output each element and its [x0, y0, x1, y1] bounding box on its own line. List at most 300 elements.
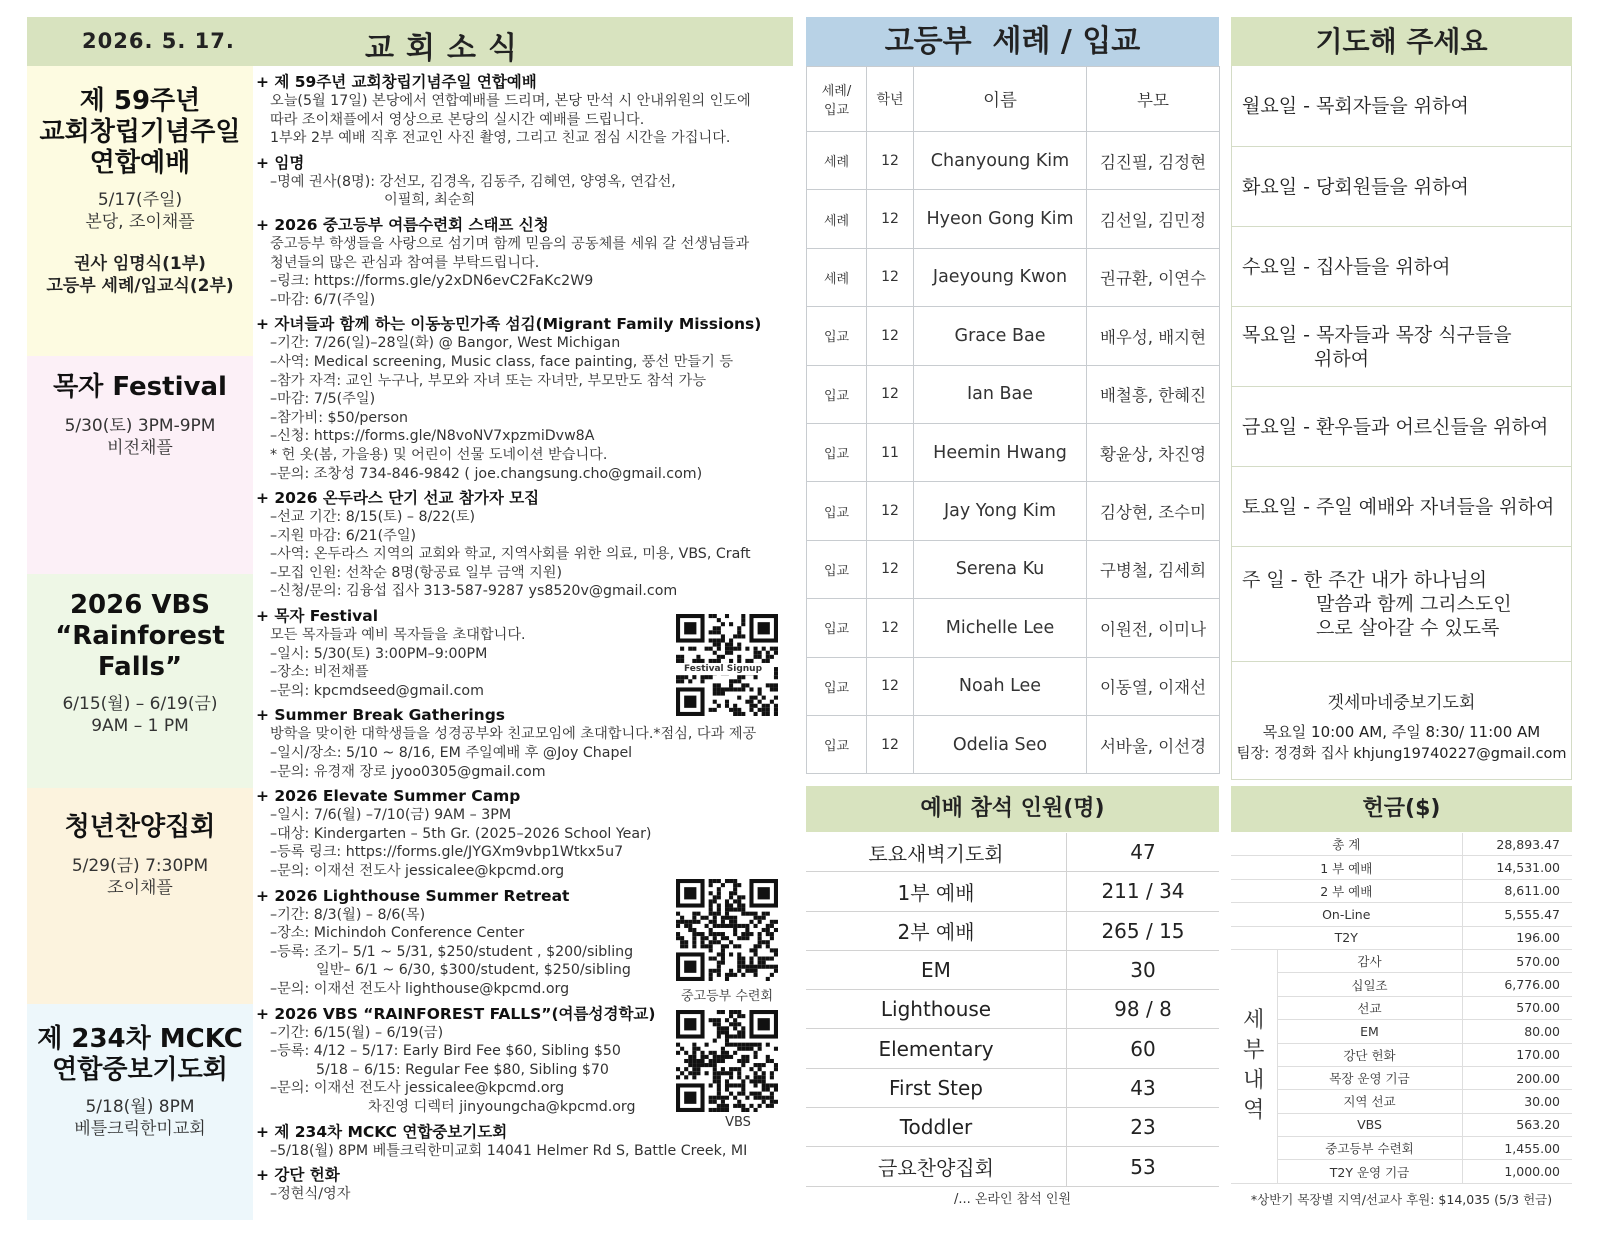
- qr-module: [733, 883, 737, 887]
- qr-module: [688, 679, 692, 683]
- qr-module: [774, 948, 778, 952]
- qr-module: [713, 1067, 717, 1071]
- qr-module: [684, 1075, 688, 1079]
- qr-module: [692, 1047, 696, 1051]
- offering-detail-row: [1231, 949, 1572, 972]
- baptism-row: [807, 482, 1220, 540]
- qr-module: [692, 647, 696, 651]
- qr-module: [749, 948, 753, 952]
- qr-module: [745, 1108, 749, 1112]
- baptism-cell: 12: [867, 657, 914, 715]
- qr-module: [725, 908, 729, 912]
- qr-module: [713, 920, 717, 924]
- qr-module: [733, 1026, 737, 1030]
- offering-detail-label: 십일조: [1277, 973, 1462, 996]
- qr-module: [741, 961, 745, 965]
- qr-module: [676, 1051, 680, 1055]
- qr-module: [749, 920, 753, 924]
- prayer-line: 월요일 - 목회자들을 위하여: [1242, 95, 1469, 117]
- qr-module: [733, 891, 737, 895]
- baptism-cell: 12: [867, 365, 914, 423]
- festival-place: 비전채플: [107, 438, 173, 458]
- qr-module: [754, 1075, 758, 1079]
- qr-module: [737, 1047, 741, 1051]
- baptism-cell: 12: [867, 540, 914, 598]
- baptism-cell: 입교: [807, 657, 867, 715]
- attendance-service: 1부 예배: [806, 872, 1067, 911]
- qr-module: [774, 1083, 778, 1087]
- qr-module: [729, 1071, 733, 1075]
- news-item-line: 1부와 2부 예배 직후 전교인 사진 촬영, 그리고 친교 점심 시간을 가집니다.: [270, 130, 731, 147]
- qr-module: [725, 1104, 729, 1108]
- news-item-line: –일시/장소: 5/10 ~ 8/16, EM 주일예배 후 @Joy Chapel: [270, 745, 633, 762]
- qr-module: [749, 957, 753, 961]
- prayer-item: [1231, 387, 1572, 467]
- qr-module: [737, 1104, 741, 1108]
- qr-module: [741, 895, 745, 899]
- qr-module: [774, 1100, 778, 1104]
- qr-module: [754, 952, 758, 956]
- prayer-item: [1231, 307, 1572, 387]
- qr-module: [717, 1018, 721, 1022]
- sidebar-vbs: [27, 574, 253, 788]
- baptism-cell: Hyeon Gong Kim: [914, 190, 1087, 248]
- qr-module: [725, 899, 729, 903]
- qr-module: [762, 704, 766, 708]
- offering-table: [1231, 833, 1572, 1184]
- news-item-line: –정현식/영자: [270, 1186, 351, 1203]
- news-item-line: –일시: 5/30(토) 3:00PM–9:00PM: [270, 645, 488, 662]
- qr-module: [737, 687, 741, 691]
- news-item-line: 청년들의 많은 관심과 참여를 부탁드립니다.: [270, 254, 540, 271]
- qr-module: [721, 944, 725, 948]
- qr-module: [745, 683, 749, 687]
- baptism-cell: Jaeyoung Kwon: [914, 248, 1087, 306]
- attendance-row: [806, 1068, 1219, 1107]
- qr-module: [696, 1067, 700, 1071]
- qr-module: [717, 879, 721, 883]
- prayer-title: 기도해 주세요: [1315, 25, 1488, 58]
- qr-module: [758, 1047, 762, 1051]
- qr-module: [766, 912, 770, 916]
- qr-module: [709, 614, 713, 618]
- qr-module: [721, 638, 725, 642]
- qr-module: [713, 1096, 717, 1100]
- news-item-line: –사역: 온두라스 지역의 교회와 학교, 지역사회를 위한 의료, 미용, VBS, Craft: [270, 546, 751, 563]
- qr-module: [762, 957, 766, 961]
- baptism-cell: 12: [867, 248, 914, 306]
- offering-row: [1231, 856, 1572, 879]
- qr-finder: [758, 1018, 770, 1030]
- qr-module: [766, 1043, 770, 1047]
- qr-module: [737, 899, 741, 903]
- qr-module: [692, 944, 696, 948]
- qr-module: [676, 675, 680, 679]
- qr-module: [709, 638, 713, 642]
- anniv-date: 5/17(주일): [97, 190, 183, 210]
- qr-finder: [684, 1018, 696, 1030]
- qr-module: [713, 651, 717, 655]
- offering-detail-amount: 30.00: [1462, 1090, 1572, 1113]
- qr-module: [770, 687, 774, 691]
- baptism-header-row: [807, 67, 1220, 132]
- news-item-line: 방학을 맞이한 대학생들을 성경공부와 친교모임에 초대합니다.*점심, 다과 제공: [270, 726, 757, 743]
- qr-module: [717, 1104, 721, 1108]
- qr-module: [729, 903, 733, 907]
- news-item-line: –신청: https://forms.gle/N8voNV7xpzmiDvw8A: [270, 428, 595, 445]
- qr-module: [754, 1071, 758, 1075]
- qr-module: [713, 957, 717, 961]
- offering-label: On-Line: [1231, 903, 1462, 926]
- qr-module: [725, 700, 729, 704]
- qr-module: [774, 683, 778, 687]
- qr-module: [737, 630, 741, 634]
- qr-module: [713, 912, 717, 916]
- qr-module: [725, 973, 729, 977]
- attendance-count: 265 / 15: [1067, 911, 1220, 950]
- sidebar-mckc: [27, 1004, 253, 1220]
- qr-module: [709, 903, 713, 907]
- prayer-item: [1231, 467, 1572, 547]
- qr-module: [692, 1059, 696, 1063]
- qr-module: [741, 924, 745, 928]
- qr-module: [749, 1047, 753, 1051]
- qr-module: [725, 1018, 729, 1022]
- qr-module: [741, 932, 745, 936]
- news-header: [27, 17, 793, 66]
- qr-module: [713, 940, 717, 944]
- qr-module: [737, 1022, 741, 1026]
- qr-module: [721, 883, 725, 887]
- baptism-column-header: 세례/ 입교: [807, 67, 867, 132]
- attendance-row: [806, 833, 1219, 872]
- retreat-qr-code[interactable]: [676, 879, 778, 981]
- offering-detail-side-label: 세 부 내 역: [1231, 949, 1277, 1183]
- qr-module: [680, 1071, 684, 1075]
- qr-module: [741, 1030, 745, 1034]
- qr-module: [717, 952, 721, 956]
- news-item-line: –링크: https://forms.gle/y2xDN6evC2FaKc2W9: [270, 273, 594, 290]
- qr-module: [684, 940, 688, 944]
- qr-module: [729, 1014, 733, 1018]
- baptism-cell: 이동열, 이재선: [1087, 657, 1220, 715]
- qr-module: [754, 647, 758, 651]
- qr-module: [766, 924, 770, 928]
- qr-module: [725, 1071, 729, 1075]
- qr-module: [700, 1055, 704, 1059]
- qr-module: [709, 1018, 713, 1022]
- qr-module: [737, 1100, 741, 1104]
- qr-module: [721, 687, 725, 691]
- qr-module: [762, 1075, 766, 1079]
- attendance-row: [806, 1147, 1219, 1186]
- qr-module: [688, 924, 692, 928]
- qr-module: [729, 1022, 733, 1026]
- qr-module: [717, 903, 721, 907]
- qr-module: [770, 1092, 774, 1096]
- news-item-title: + 2026 온두라스 단기 선교 참가자 모집: [256, 489, 540, 508]
- qr-module: [705, 1071, 709, 1075]
- qr-module: [729, 1092, 733, 1096]
- qr-module: [709, 1100, 713, 1104]
- offering-detail-amount: 570.00: [1462, 996, 1572, 1019]
- qr-module: [754, 1055, 758, 1059]
- qr-module: [754, 1108, 758, 1112]
- qr-module: [762, 1096, 766, 1100]
- baptism-row: [807, 657, 1220, 715]
- qr-module: [680, 675, 684, 679]
- qr-module: [749, 969, 753, 973]
- qr-module: [741, 1043, 745, 1047]
- qr-module: [766, 1059, 770, 1063]
- qr-module: [721, 1067, 725, 1071]
- qr-module: [713, 1100, 717, 1104]
- qr-module: [741, 1079, 745, 1083]
- qr-module: [713, 1071, 717, 1075]
- offering-header: [1231, 786, 1572, 832]
- qr-module: [713, 683, 717, 687]
- qr-module: [709, 1063, 713, 1067]
- qr-module: [754, 675, 758, 679]
- qr-module: [770, 924, 774, 928]
- qr-module: [688, 928, 692, 932]
- qr-module: [766, 651, 770, 655]
- qr-module: [762, 1088, 766, 1092]
- baptism-cell: 입교: [807, 599, 867, 657]
- qr-module: [745, 965, 749, 969]
- qr-module: [737, 1043, 741, 1047]
- offering-title: 헌금($): [1362, 796, 1441, 821]
- qr-module: [774, 647, 778, 651]
- baptism-cell: Jay Yong Kim: [914, 482, 1087, 540]
- qr-module: [729, 916, 733, 920]
- qr-module: [766, 1055, 770, 1059]
- qr-module: [754, 916, 758, 920]
- prayer-header: [1231, 17, 1572, 66]
- news-item: [256, 72, 786, 148]
- vbs-date: 6/15(월) – 6/19(금): [62, 694, 218, 714]
- news-item-line: –모집 인원: 선착순 8명(항공료 일부 금액 지원): [270, 564, 563, 581]
- attendance-count: 43: [1067, 1068, 1220, 1107]
- qr-module: [737, 1030, 741, 1034]
- qr-module: [733, 1096, 737, 1100]
- baptism-row: [807, 540, 1220, 598]
- news-item-line: –신청/문의: 김융섭 집사 313-587-9287 ys8520v@gmail.com: [270, 583, 678, 600]
- news-item-title: + 2026 Lighthouse Summer Retreat: [256, 886, 570, 905]
- qr-module: [749, 932, 753, 936]
- qr-module: [737, 908, 741, 912]
- qr-module: [754, 1079, 758, 1083]
- qr-module: [692, 675, 696, 679]
- news-item: [256, 705, 786, 781]
- qr-module: [717, 1088, 721, 1092]
- baptism-cell: Chanyoung Kim: [914, 132, 1087, 190]
- qr-module: [721, 952, 725, 956]
- qr-module: [729, 638, 733, 642]
- qr-module: [713, 700, 717, 704]
- qr-module: [754, 655, 758, 659]
- baptism-cell: Odelia Seo: [914, 715, 1087, 773]
- bulletin-date: 2026. 5. 17.: [82, 29, 235, 53]
- qr-module: [696, 1047, 700, 1051]
- qr-module: [745, 1075, 749, 1079]
- qr-module: [692, 940, 696, 944]
- qr-module: [713, 1051, 717, 1055]
- festival-time: 5/30(토) 3PM-9PM: [64, 416, 216, 436]
- qr-module: [737, 1083, 741, 1087]
- qr-module: [733, 708, 737, 712]
- qr-module: [713, 1075, 717, 1079]
- offering-detail-amount: 1,455.00: [1462, 1137, 1572, 1160]
- qr-module: [774, 712, 778, 716]
- news-item-line: –명예 권사(8명): 강선모, 김경옥, 김동주, 김혜연, 양영옥, 연갑선,: [270, 173, 676, 190]
- qr-module: [745, 969, 749, 973]
- offering-amount: 14,531.00: [1462, 856, 1572, 879]
- qr-module: [676, 920, 680, 924]
- qr-module: [717, 687, 721, 691]
- offering-detail-label: 중고등부 수련회: [1277, 1137, 1462, 1160]
- qr-module: [721, 1071, 725, 1075]
- qr-module: [729, 940, 733, 944]
- qr-module: [717, 965, 721, 969]
- qr-module: [770, 700, 774, 704]
- qr-module: [741, 712, 745, 716]
- qr-module: [700, 944, 704, 948]
- qr-module: [758, 920, 762, 924]
- qr-module: [737, 965, 741, 969]
- baptism-cell: 입교: [807, 715, 867, 773]
- qr-module: [676, 1067, 680, 1071]
- news-item-line: 5/18 – 6/15: Regular Fee $80, Sibling $70: [316, 1061, 609, 1078]
- qr-module: [741, 1083, 745, 1087]
- qr-module: [758, 916, 762, 920]
- baptism-cell: 12: [867, 482, 914, 540]
- baptism-row: [807, 248, 1220, 306]
- qr-module: [774, 952, 778, 956]
- qr-module: [766, 655, 770, 659]
- news-item-line: –기간: 6/15(월) – 6/19(금): [270, 1024, 444, 1041]
- qr-module: [733, 679, 737, 683]
- news-item-title: + 2026 중고등부 여름수련회 스태프 신청: [256, 215, 549, 234]
- qr-module: [676, 1043, 680, 1047]
- qr-module: [729, 643, 733, 647]
- attendance-count: 30: [1067, 950, 1220, 989]
- qr-module: [709, 928, 713, 932]
- qr-module: [733, 687, 737, 691]
- baptism-cell: 11: [867, 423, 914, 481]
- anniv-title-1: 제 59주년: [79, 86, 201, 116]
- qr-module: [762, 1071, 766, 1075]
- qr-module: [700, 675, 704, 679]
- qr-module: [705, 1043, 709, 1047]
- qr-module: [680, 916, 684, 920]
- prayer-line: 금요일 - 환우들과 어르신들을 위하여: [1242, 415, 1549, 438]
- baptism-cell: 입교: [807, 423, 867, 481]
- qr-module: [745, 1059, 749, 1063]
- qr-module: [676, 924, 680, 928]
- qr-module: [754, 973, 758, 977]
- qr-module: [766, 1083, 770, 1087]
- qr-module: [713, 1059, 717, 1063]
- qr-module: [725, 1034, 729, 1038]
- qr-module: [680, 936, 684, 940]
- attendance-note: /... 온라인 참석 인원: [953, 1192, 1072, 1207]
- qr-module: [709, 948, 713, 952]
- qr-module: [725, 651, 729, 655]
- qr-module: [713, 687, 717, 691]
- qr-module: [774, 651, 778, 655]
- qr-module: [729, 679, 733, 683]
- baptism-column-header: 부모: [1087, 67, 1220, 132]
- news-item-line: 일반– 6/1 ~ 6/30, $300/student, $250/sibling: [316, 962, 631, 979]
- news-item: [256, 1165, 786, 1204]
- qr-module: [717, 1071, 721, 1075]
- qr-module: [688, 647, 692, 651]
- qr-module: [741, 1063, 745, 1067]
- qr-module: [733, 944, 737, 948]
- qr-module: [741, 675, 745, 679]
- qr-module: [721, 920, 725, 924]
- vbs-qr-code[interactable]: [676, 1010, 778, 1112]
- qr-module: [705, 944, 709, 948]
- qr-module: [733, 1010, 737, 1014]
- news-item-line: 중고등부 학생들을 사랑으로 섬기며 함께 믿음의 공동체를 세워 갈 선생님들과: [270, 235, 750, 252]
- qr-module: [754, 969, 758, 973]
- anniv-extra-2: 고등부 세례/입교식(2부): [46, 276, 234, 296]
- offering-detail-row: [1231, 973, 1572, 996]
- qr-module: [696, 1071, 700, 1075]
- qr-module: [725, 912, 729, 916]
- qr-module: [770, 1059, 774, 1063]
- qr-module: [717, 638, 721, 642]
- prayer-line: 수요일 - 집사들을 위하여: [1242, 255, 1451, 278]
- qr-module: [713, 614, 717, 618]
- prayer-line: 말씀과 함께 그리스도인: [1316, 593, 1512, 615]
- qr-module: [745, 932, 749, 936]
- qr-finder: [684, 961, 696, 973]
- qr-module: [713, 638, 717, 642]
- qr-module: [729, 1010, 733, 1014]
- news-item-line: –문의: 이재선 전도사 jessicalee@kpcmd.org: [270, 1080, 565, 1097]
- news-item-line: –등록: 조기– 5/1 ~ 5/31, $250/student , $200/sibling: [270, 943, 634, 960]
- offering-detail-amount: 563.20: [1462, 1113, 1572, 1136]
- qr-module: [700, 1051, 704, 1055]
- qr-module: [700, 1063, 704, 1067]
- qr-module: [729, 969, 733, 973]
- offering-detail-row: [1231, 1043, 1572, 1066]
- baptism-cell: 세례: [807, 190, 867, 248]
- qr-module: [725, 903, 729, 907]
- qr-module: [758, 965, 762, 969]
- sidebar-youth: [27, 788, 253, 1004]
- qr-module: [721, 957, 725, 961]
- qr-finder: [758, 622, 770, 634]
- baptism-cell: 12: [867, 307, 914, 365]
- offering-amount: 5,555.47: [1462, 903, 1572, 926]
- qr-module: [754, 924, 758, 928]
- attendance-count: 47: [1067, 833, 1220, 872]
- qr-module: [762, 1100, 766, 1104]
- attendance-service: First Step: [806, 1068, 1067, 1107]
- qr-module: [717, 1030, 721, 1034]
- baptism-row: [807, 423, 1220, 481]
- qr-module: [737, 655, 741, 659]
- qr-module: [737, 936, 741, 940]
- qr-module: [713, 643, 717, 647]
- baptism-row: [807, 307, 1220, 365]
- qr-module: [741, 1034, 745, 1038]
- qr-module: [705, 936, 709, 940]
